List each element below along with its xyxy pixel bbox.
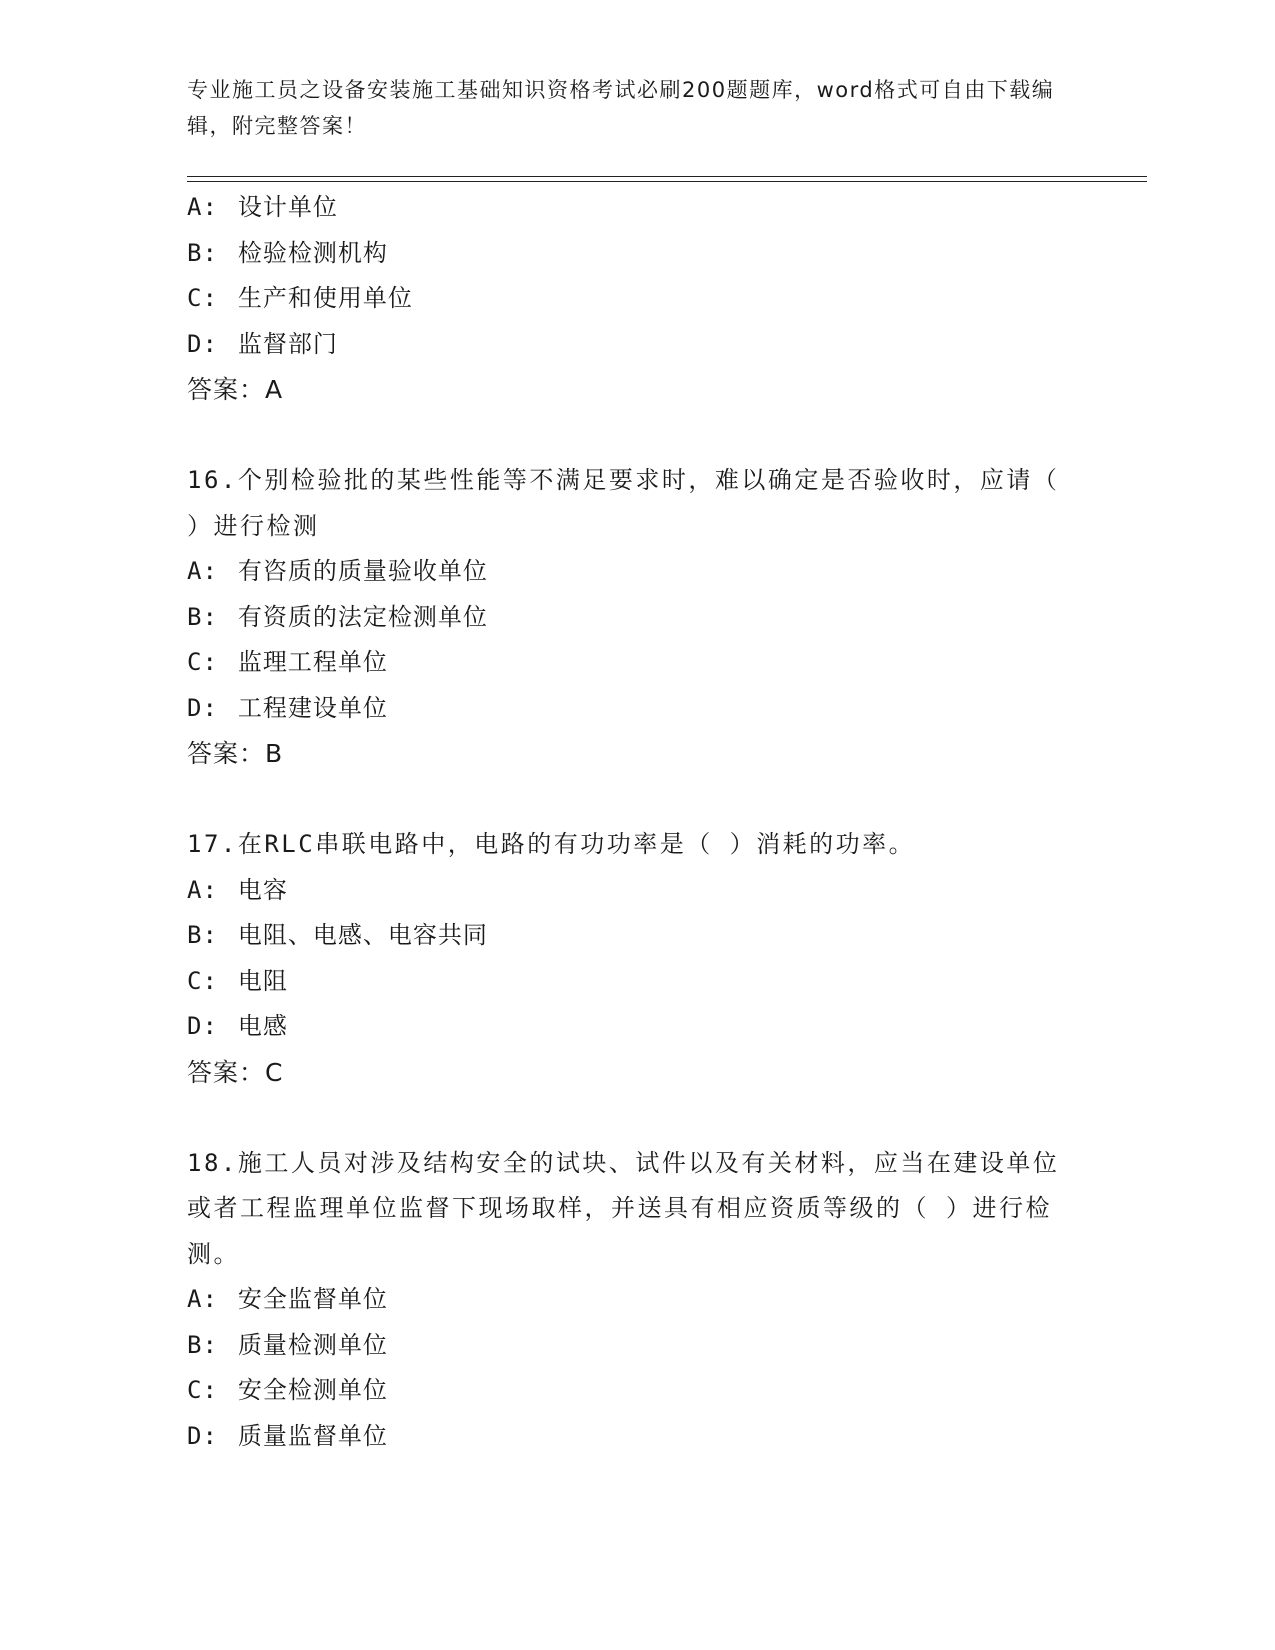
question-list	[187, 185, 1067, 1459]
option-key: D:	[187, 329, 218, 358]
option-key: B:	[187, 602, 218, 631]
document-header: 专业施工员之设备安装施工基础知识资格考试必刷200题题库，word格式可自由下载编辑，附完整答案！	[187, 78, 1055, 138]
question-17	[187, 822, 1067, 1095]
question-16	[187, 458, 1067, 777]
option-key: C:	[187, 648, 218, 676]
option-text: 质量监督单位	[237, 1421, 388, 1450]
header-divider-bottom	[187, 181, 1147, 182]
option-a	[187, 549, 1067, 595]
option-key: D:	[187, 693, 218, 722]
document-page	[187, 0, 1147, 1650]
option-a	[187, 185, 1067, 231]
option-c	[187, 640, 1067, 686]
option-c	[187, 276, 1067, 322]
option-key: B:	[187, 921, 218, 949]
option-text: 电阻	[237, 966, 288, 995]
question-stem: 17.在RLC串联电路中，电路的有功功率是（ ）消耗的功率。	[187, 830, 916, 858]
option-b	[187, 1323, 1067, 1369]
option-a	[187, 868, 1067, 914]
option-text: 监督部门	[237, 329, 338, 358]
option-text: 安全监督单位	[237, 1285, 388, 1313]
option-key: D:	[187, 1421, 218, 1450]
option-text: 生产和使用单位	[237, 284, 413, 312]
prev-question-options	[187, 185, 1067, 413]
option-key: C:	[187, 1376, 218, 1404]
option-text: 有咨质的质量验收单位	[237, 557, 488, 585]
answer-line: 答案：C	[187, 1057, 284, 1087]
option-key: C:	[187, 284, 218, 312]
option-c	[187, 959, 1067, 1005]
answer-line: 答案：B	[187, 739, 284, 768]
option-key: A:	[187, 193, 218, 221]
option-text: 有资质的法定检测单位	[237, 602, 488, 631]
header-divider-top	[187, 176, 1147, 177]
option-text: 电阻、电感、电容共同	[237, 921, 488, 949]
option-text: 设计单位	[237, 193, 338, 221]
option-a	[187, 1277, 1067, 1323]
question-18	[187, 1141, 1067, 1460]
option-b	[187, 231, 1067, 277]
option-b	[187, 913, 1067, 959]
option-d	[187, 1004, 1067, 1050]
option-b	[187, 595, 1067, 641]
question-stem: 18.施工人员对涉及结构安全的试块、试件以及有关材料，应当在建设单位或者工程监理单位监督下现场取样，并送具有相应资质等级的（ ）进行检测。	[187, 1148, 1060, 1268]
option-text: 安全检测单位	[237, 1376, 388, 1404]
option-key: B:	[187, 1330, 218, 1359]
option-key: D:	[187, 1012, 218, 1040]
answer-line: 答案：A	[187, 375, 284, 404]
option-d	[187, 322, 1067, 368]
option-c	[187, 1368, 1067, 1414]
option-text: 电容	[237, 875, 288, 904]
option-text: 检验检测机构	[237, 238, 388, 267]
option-d	[187, 1414, 1067, 1460]
question-stem: 16.个别检验批的某些性能等不满足要求时，难以确定是否验收时，应请（ ）进行检测	[187, 466, 1060, 540]
option-text: 电感	[237, 1012, 288, 1040]
option-key: B:	[187, 238, 218, 267]
option-key: A:	[187, 875, 218, 904]
option-text: 质量检测单位	[237, 1330, 388, 1359]
option-key: A:	[187, 1285, 218, 1313]
option-key: C:	[187, 966, 218, 995]
option-text: 工程建设单位	[237, 693, 388, 722]
option-d	[187, 686, 1067, 732]
option-key: A:	[187, 557, 218, 585]
option-text: 监理工程单位	[237, 648, 388, 676]
